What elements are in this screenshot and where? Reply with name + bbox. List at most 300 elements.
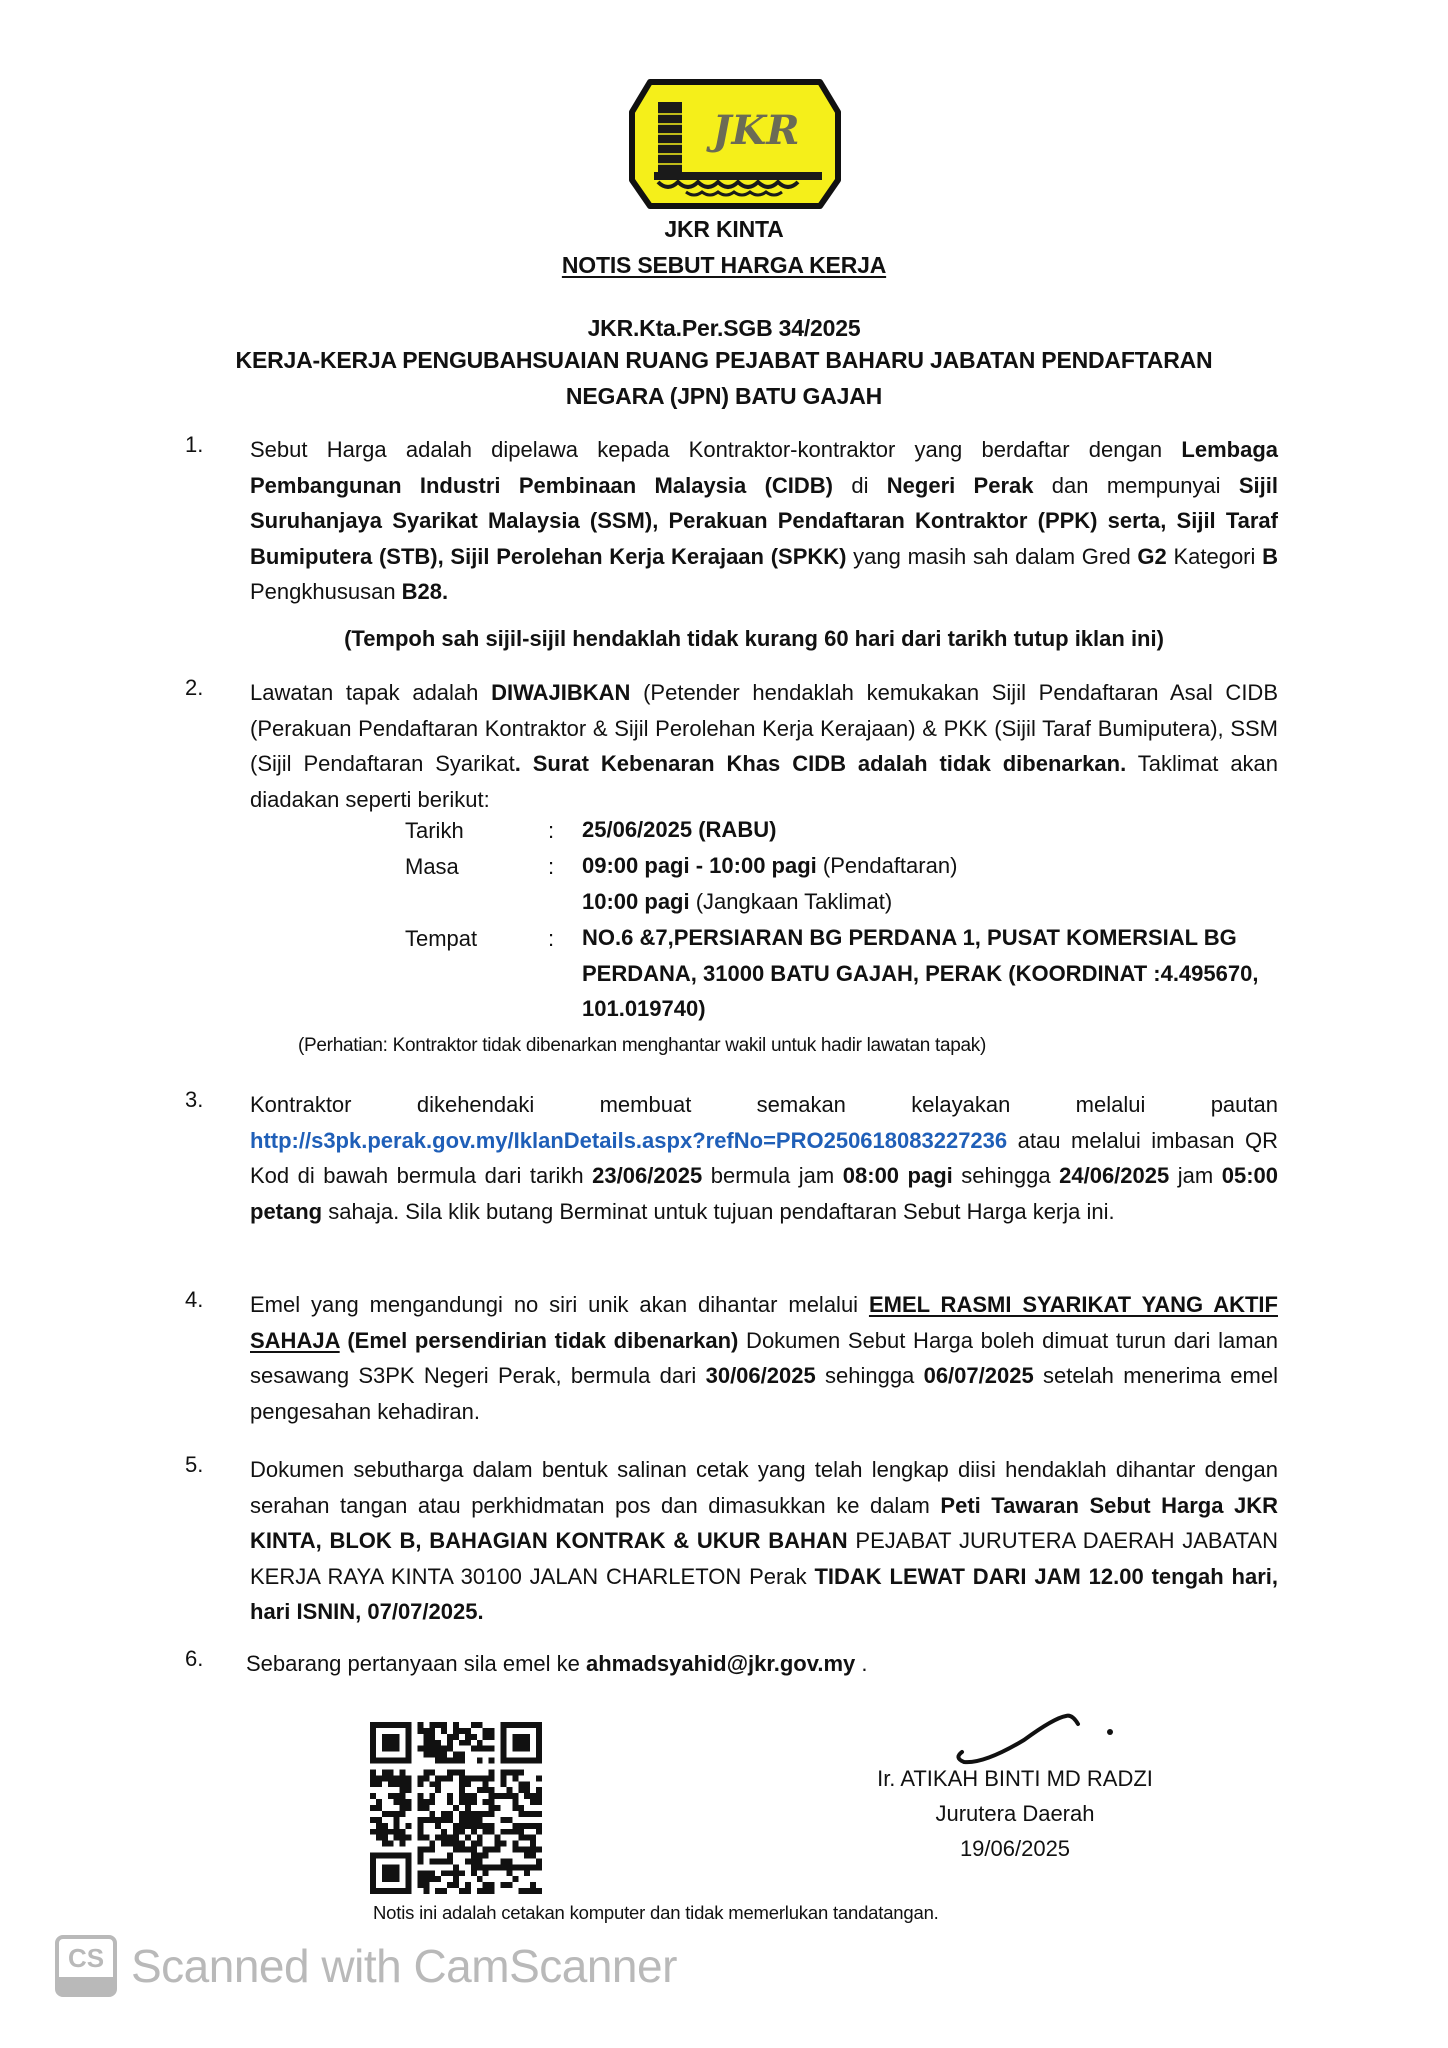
text-segment: Sebarang pertanyaan sila emel ke [246, 1651, 586, 1676]
qr-module [441, 1752, 447, 1758]
qr-module [435, 1823, 441, 1829]
qr-module [459, 1817, 465, 1823]
qr-module [394, 1829, 400, 1835]
qr-module [530, 1799, 536, 1805]
qr-module [518, 1758, 524, 1764]
item-number: 3. [185, 1087, 204, 1112]
qr-module [423, 1805, 429, 1811]
qr-module [536, 1722, 542, 1728]
qr-module [370, 1864, 376, 1870]
qr-module [465, 1817, 471, 1823]
qr-module [524, 1870, 530, 1876]
qr-module [483, 1775, 489, 1781]
qr-module [423, 1746, 429, 1752]
qr-module [500, 1769, 506, 1775]
qr-module [382, 1740, 388, 1746]
qr-module [400, 1793, 406, 1799]
text-segment: di [833, 472, 887, 498]
qr-module [506, 1722, 512, 1728]
qr-module [417, 1746, 423, 1752]
qr-module [388, 1734, 394, 1740]
qr-module [483, 1734, 489, 1740]
qr-module [370, 1746, 376, 1752]
qr-module [400, 1787, 406, 1793]
briefing-separator: : [548, 818, 555, 843]
qr-module [459, 1847, 465, 1853]
item-2-text [250, 675, 1278, 817]
qr-module [417, 1799, 423, 1805]
qr-module [388, 1864, 394, 1870]
qr-module [447, 1746, 453, 1752]
qr-module [506, 1817, 512, 1823]
qr-module [400, 1722, 406, 1728]
qr-module [530, 1793, 536, 1799]
qr-module [406, 1799, 412, 1805]
qr-module [530, 1888, 536, 1894]
qr-module [453, 1882, 459, 1888]
project-title-line1: KERJA-KERJA PENGUBAHSUAIAN RUANG PEJABAT BAHARU JABATAN PENDAFTARAN [235, 347, 1213, 373]
bold-text-segment: (Emel persendirian tidak dibenarkan) [339, 1327, 739, 1353]
qr-module [453, 1722, 459, 1728]
item-number: 6. [185, 1646, 204, 1671]
qr-module [483, 1882, 489, 1888]
qr-module [382, 1835, 388, 1841]
qr-module [483, 1787, 489, 1793]
text-segment: yang masih sah dalam Gred [846, 543, 1138, 569]
qr-code[interactable] [370, 1722, 542, 1894]
qr-module [447, 1835, 453, 1841]
qr-module [483, 1746, 489, 1752]
qr-module [453, 1758, 459, 1764]
qr-module [512, 1864, 518, 1870]
item-1-text [250, 432, 1278, 610]
qr-module [518, 1805, 524, 1811]
qr-module [417, 1882, 423, 1888]
qr-module [471, 1841, 477, 1847]
qr-module [489, 1864, 495, 1870]
qr-module [471, 1746, 477, 1752]
qr-module [382, 1746, 388, 1752]
qr-module [530, 1835, 536, 1841]
qr-module [447, 1817, 453, 1823]
qr-module [370, 1758, 376, 1764]
qr-module [441, 1722, 447, 1728]
qr-module [536, 1847, 542, 1853]
qr-module [394, 1835, 400, 1841]
qr-module [382, 1811, 388, 1817]
briefing-time-value [582, 848, 1282, 919]
qr-module [382, 1823, 388, 1829]
qr-module [447, 1793, 453, 1799]
qr-module [489, 1829, 495, 1835]
qr-module [536, 1864, 542, 1870]
qr-module [447, 1758, 453, 1764]
qr-module [489, 1793, 495, 1799]
qr-module [483, 1811, 489, 1817]
qr-module [370, 1882, 376, 1888]
qr-module [471, 1847, 477, 1853]
qr-module [530, 1841, 536, 1847]
qr-module [400, 1799, 406, 1805]
qr-module [435, 1775, 441, 1781]
qr-module [394, 1775, 400, 1781]
qr-module [406, 1728, 412, 1734]
text-segment: . [855, 1651, 868, 1676]
qr-module [370, 1870, 376, 1876]
qr-module [483, 1728, 489, 1734]
eligibility-link[interactable]: http://s3pk.perak.gov.my/IklanDetails.aspx?refNo=PRO250618083227236 [250, 1127, 1008, 1153]
qr-module [536, 1746, 542, 1752]
qr-module [423, 1882, 429, 1888]
qr-module [417, 1722, 423, 1728]
qr-module [423, 1870, 429, 1876]
qr-module [495, 1835, 501, 1841]
qr-module [477, 1876, 483, 1882]
reference-number: JKR.Kta.Per.SGB 34/2025 [587, 315, 861, 341]
qr-module [489, 1787, 495, 1793]
qr-module [477, 1888, 483, 1894]
qr-module [382, 1775, 388, 1781]
qr-module [376, 1888, 382, 1894]
qr-module [447, 1775, 453, 1781]
qr-module [406, 1787, 412, 1793]
qr-module [370, 1858, 376, 1864]
qr-module [512, 1793, 518, 1799]
qr-module [536, 1823, 542, 1829]
qr-module [483, 1864, 489, 1870]
bold-text-segment: 24/06/2025 [1059, 1163, 1170, 1189]
qr-module [506, 1787, 512, 1793]
qr-module [536, 1787, 542, 1793]
qr-module [489, 1758, 495, 1764]
qr-module [382, 1841, 388, 1847]
qr-module [477, 1835, 483, 1841]
qr-module [477, 1823, 483, 1829]
qr-module [500, 1864, 506, 1870]
qr-module [453, 1876, 459, 1882]
briefing-time-range: 09:00 pagi - 10:00 pagi [582, 853, 817, 878]
qr-module [471, 1823, 477, 1829]
qr-module [376, 1817, 382, 1823]
qr-module [512, 1758, 518, 1764]
qr-module [394, 1746, 400, 1752]
qr-module [453, 1870, 459, 1876]
qr-module [370, 1793, 376, 1799]
qr-module [500, 1775, 506, 1781]
qr-module [524, 1758, 530, 1764]
camscanner-watermark [55, 1935, 677, 1997]
qr-module [441, 1758, 447, 1764]
qr-module [453, 1734, 459, 1740]
qr-module [524, 1734, 530, 1740]
briefing-time2: 10:00 pagi [582, 888, 690, 914]
notice-title: NOTIS SEBUT HARGA KERJA [561, 252, 887, 278]
text-segment: Kontraktor dikehendaki membuat semakan kelayakan melalui pautan [250, 1092, 1278, 1117]
briefing-time-label: Masa [405, 854, 459, 879]
text-segment: setelah menerima emel pengesahan kehadiran. [250, 1363, 1278, 1424]
qr-module [506, 1769, 512, 1775]
qr-module [495, 1793, 501, 1799]
qr-module [536, 1888, 542, 1894]
qr-module [459, 1811, 465, 1817]
qr-module [489, 1769, 495, 1775]
qr-module [370, 1728, 376, 1734]
qr-module [370, 1722, 376, 1728]
qr-module [524, 1722, 530, 1728]
qr-module [471, 1858, 477, 1864]
qr-module [524, 1835, 530, 1841]
qr-module [512, 1829, 518, 1835]
qr-module [400, 1852, 406, 1858]
qr-module [483, 1852, 489, 1858]
qr-module [477, 1852, 483, 1858]
qr-module [400, 1758, 406, 1764]
qr-module [459, 1870, 465, 1876]
qr-module [447, 1769, 453, 1775]
qr-module [406, 1870, 412, 1876]
bold-text-segment: Sijil Suruhanjaya Syarikat Malaysia (SSM), Perakuan Pendaftaran Kontraktor (PPK) serta, Sijil Taraf Bumiputera (STB), Sijil Perolehan Kerja Kerajaan (SPKK) [250, 472, 1278, 569]
qr-module [483, 1870, 489, 1876]
qr-module [500, 1829, 506, 1835]
qr-module [512, 1876, 518, 1882]
qr-module [423, 1752, 429, 1758]
qr-module [370, 1888, 376, 1894]
qr-module [376, 1823, 382, 1829]
qr-module [400, 1775, 406, 1781]
qr-module [459, 1841, 465, 1847]
qr-module [530, 1864, 536, 1870]
text-segment: sehingga [815, 1363, 924, 1389]
qr-module [423, 1888, 429, 1894]
qr-module [394, 1864, 400, 1870]
qr-module [465, 1728, 471, 1734]
qr-module [465, 1781, 471, 1787]
qr-module [536, 1829, 542, 1835]
qr-module [370, 1769, 376, 1775]
qr-module [429, 1746, 435, 1752]
qr-module [394, 1811, 400, 1817]
qr-module [382, 1870, 388, 1876]
qr-module [530, 1722, 536, 1728]
qr-module [435, 1787, 441, 1793]
qr-module [536, 1758, 542, 1764]
qr-module [500, 1781, 506, 1787]
qr-module [406, 1734, 412, 1740]
qr-module [370, 1852, 376, 1858]
qr-module [530, 1852, 536, 1858]
qr-module [506, 1858, 512, 1864]
qr-module [429, 1734, 435, 1740]
qr-module [429, 1817, 435, 1823]
qr-module [477, 1864, 483, 1870]
footer-note: Notis ini adalah cetakan komputer dan tidak memerlukan tandatangan. [373, 1902, 939, 1923]
qr-module [429, 1841, 435, 1847]
qr-module [495, 1841, 501, 1847]
qr-module [406, 1758, 412, 1764]
qr-module [500, 1858, 506, 1864]
text-segment: Lawatan tapak adalah [250, 680, 492, 705]
qr-module [388, 1888, 394, 1894]
qr-module [453, 1823, 459, 1829]
qr-module [394, 1734, 400, 1740]
qr-module [483, 1799, 489, 1805]
text-segment: Dokumen sebutharga dalam bentuk salinan cetak yang telah lengkap diisi hendaklah dihantar dengan serahan tangan atau perkhidmatan pos dan dimasukkan ke dalam [250, 1457, 1278, 1518]
qr-module [512, 1740, 518, 1746]
qr-module [429, 1740, 435, 1746]
qr-module [459, 1787, 465, 1793]
qr-module [423, 1876, 429, 1882]
qr-module [394, 1876, 400, 1882]
qr-module [483, 1847, 489, 1853]
qr-module [435, 1888, 441, 1894]
qr-module [388, 1841, 394, 1847]
qr-module [417, 1728, 423, 1734]
qr-module [465, 1835, 471, 1841]
qr-module [417, 1847, 423, 1853]
qr-module [370, 1775, 376, 1781]
text-segment: jam [1169, 1163, 1222, 1189]
qr-module [394, 1888, 400, 1894]
qr-module [500, 1817, 506, 1823]
qr-module [400, 1769, 406, 1775]
qr-module [400, 1835, 406, 1841]
qr-module [406, 1858, 412, 1864]
qr-module [489, 1734, 495, 1740]
qr-module [524, 1888, 530, 1894]
qr-module [471, 1793, 477, 1799]
qr-module [471, 1799, 477, 1805]
qr-module [406, 1740, 412, 1746]
item-1-note: (Tempoh sah sijil-sijil hendaklah tidak kurang 60 hari dari tarikh tutup iklan ini) [344, 626, 1164, 651]
qr-module [477, 1787, 483, 1793]
text-segment: Sebut Harga adalah dipelawa kepada Kontraktor-kontraktor yang berdaftar dengan [250, 437, 1182, 462]
qr-module [376, 1852, 382, 1858]
qr-module [465, 1888, 471, 1894]
qr-module [447, 1841, 453, 1847]
qr-module [459, 1769, 465, 1775]
qr-module [471, 1722, 477, 1728]
qr-module [506, 1870, 512, 1876]
qr-module [388, 1740, 394, 1746]
qr-module [483, 1888, 489, 1894]
qr-module [459, 1793, 465, 1799]
qr-module [400, 1888, 406, 1894]
qr-module [441, 1746, 447, 1752]
qr-module [477, 1841, 483, 1847]
qr-module [471, 1817, 477, 1823]
qr-module [524, 1852, 530, 1858]
qr-module [500, 1752, 506, 1758]
qr-module [524, 1787, 530, 1793]
qr-module [388, 1746, 394, 1752]
qr-module [536, 1811, 542, 1817]
qr-module [512, 1769, 518, 1775]
qr-module [370, 1805, 376, 1811]
qr-module [530, 1811, 536, 1817]
qr-module [459, 1829, 465, 1835]
qr-module [429, 1722, 435, 1728]
qr-module [435, 1835, 441, 1841]
qr-module [465, 1775, 471, 1781]
bold-text-segment: Negeri Perak [886, 472, 1034, 498]
qr-module [388, 1793, 394, 1799]
jkr-logo-text: JKR [712, 107, 800, 154]
qr-module [370, 1734, 376, 1740]
qr-module [417, 1858, 423, 1864]
bold-text-segment: Lembaga Pembangunan Industri Pembinaan Malaysia (CIDB) [250, 437, 1278, 498]
qr-module [376, 1829, 382, 1835]
item-2-note: (Perhatian: Kontraktor tidak dibenarkan menghantar wakil untuk hadir lawatan tapak) [298, 1035, 987, 1056]
qr-module [417, 1823, 423, 1829]
qr-module [382, 1876, 388, 1882]
qr-module [388, 1775, 394, 1781]
qr-module [370, 1752, 376, 1758]
qr-module [394, 1823, 400, 1829]
qr-module [382, 1758, 388, 1764]
item-6-text [246, 1646, 1274, 1682]
qr-module [406, 1888, 412, 1894]
qr-module [459, 1888, 465, 1894]
bold-text-segment: DIWAJIBKAN [491, 680, 631, 705]
qr-module [518, 1888, 524, 1894]
qr-module [477, 1775, 483, 1781]
qr-module [518, 1823, 524, 1829]
qr-module [536, 1858, 542, 1864]
bold-text-segment: EMEL RASMI SYARIKAT YANG AKTIF SAHAJA [250, 1292, 1278, 1353]
qr-module [500, 1758, 506, 1764]
qr-module [453, 1835, 459, 1841]
qr-module [524, 1823, 530, 1829]
qr-module [471, 1864, 477, 1870]
qr-module [489, 1799, 495, 1805]
qr-module [406, 1852, 412, 1858]
qr-module [465, 1799, 471, 1805]
qr-module [388, 1829, 394, 1835]
qr-module [388, 1870, 394, 1876]
qr-module [483, 1781, 489, 1787]
qr-module [500, 1740, 506, 1746]
qr-module [376, 1775, 382, 1781]
briefing-time-note: (Pendaftaran) [816, 853, 958, 878]
qr-module [417, 1775, 423, 1781]
qr-module [489, 1888, 495, 1894]
bold-text-segment: G2 [1137, 543, 1167, 569]
qr-module [435, 1722, 441, 1728]
qr-module [423, 1734, 429, 1740]
qr-module [471, 1829, 477, 1835]
qr-module [518, 1847, 524, 1853]
qr-module [423, 1799, 429, 1805]
qr-module [435, 1858, 441, 1864]
bold-text-segment: . Surat Kebenaran Khas CIDB adalah tidak dibenarkan. [514, 751, 1127, 777]
qr-module [406, 1722, 412, 1728]
qr-module [536, 1752, 542, 1758]
qr-module [376, 1799, 382, 1805]
qr-module [489, 1811, 495, 1817]
qr-module [417, 1793, 423, 1799]
qr-module [465, 1847, 471, 1853]
qr-module [394, 1722, 400, 1728]
bold-text-segment: Peti Tawaran Sebut Harga JKR KINTA, BLOK B, BAHAGIAN KONTRAK & UKUR BAHAN [250, 1492, 1278, 1554]
qr-module [370, 1781, 376, 1787]
qr-module [489, 1882, 495, 1888]
qr-module [500, 1793, 506, 1799]
text-segment: Emel yang mengandungi no siri unik akan dihantar melalui [250, 1292, 869, 1317]
qr-module [512, 1799, 518, 1805]
briefing-date-value: 25/06/2025 (RABU) [582, 817, 777, 842]
qr-module [530, 1847, 536, 1853]
qr-module [477, 1758, 483, 1764]
